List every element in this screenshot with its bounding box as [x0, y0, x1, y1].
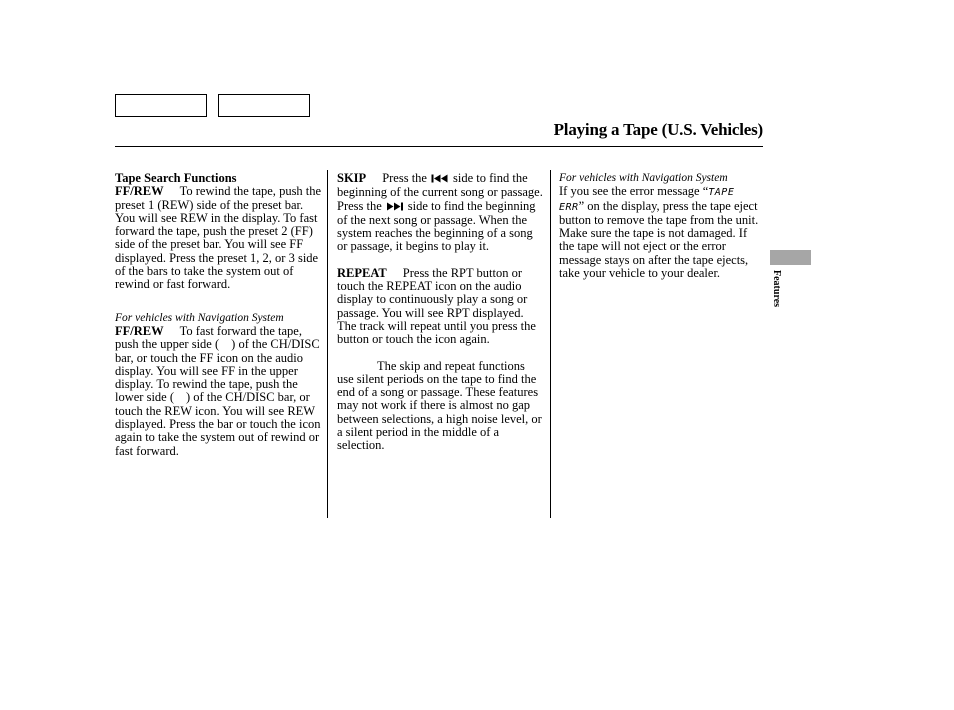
section-tab-label: Features — [771, 270, 782, 308]
skip-text-a: Press the — [382, 171, 427, 185]
column-divider-1 — [327, 170, 328, 518]
nav-ffrew-line1: To fast forward the — [179, 323, 275, 338]
repeat-line1: Press the RPT button — [402, 265, 509, 280]
page-title: Playing a Tape (U.S. Vehicles) — [553, 120, 763, 139]
ffrew-paragraph — [115, 185, 322, 291]
error-open-quote: “ — [702, 184, 709, 199]
nav-note-col3: For vehicles with Navigation System — [559, 172, 728, 184]
skip-back-icon — [431, 173, 449, 186]
section-tab[interactable] — [770, 250, 811, 265]
skip-text-c: side to find the beginning of the next song or passage. When the system reaches the beginning of a song or passage, it begins to play it. — [337, 198, 536, 254]
note-text: functions use silent periods on the tape to find the end of a song or passage. These features may not work if there is almost no gap between selections, a high noise level, or a silent period in the middle of a selection. — [337, 358, 542, 453]
column-2 — [337, 172, 543, 453]
nav-ffrew-term: FF/REW — [115, 323, 164, 338]
skip-term: SKIP — [337, 171, 367, 185]
column-3 — [559, 172, 759, 280]
ffrew-term: FF/REW — [115, 184, 164, 199]
tape-search-heading: Tape Search Functions — [115, 171, 237, 185]
column-divider-2 — [550, 170, 551, 518]
nav-ffrew-text-c: ) of the CH/DISC bar, or touch the REW icon. You will see REW displayed. Press the bar or touch the icon again to take the system out of rewind or fast forward. — [115, 390, 321, 458]
skip-text-b: side to find the beginning of the current song or passage. Press the — [337, 171, 543, 213]
nav-box-1[interactable] — [115, 94, 207, 117]
column-1 — [115, 172, 322, 458]
repeat-paragraph — [337, 267, 543, 347]
tape-err-display: TAPE ERR — [559, 187, 735, 213]
repeat-term: REPEAT — [337, 265, 387, 280]
ffrew-line1: To rewind the tape, — [179, 184, 276, 199]
error-paragraph — [559, 185, 759, 280]
nav-ffrew-text-b: ) of the CH/DISC bar, or touch the FF icon on the audio display. You will see FF in the upper display. To rewind the tape, push the lower side ( — [115, 337, 320, 405]
ffrew-text: push the preset 1 (REW) side of the preset bar. You will see REW in the display. To fast forward the tape, push the preset 2 (FF) side of the preset bar. You will see FF displayed. Press the preset 1, 2, or 3 side of the bars to take the system out of rewind or fast forward. — [115, 184, 322, 292]
note-line1: The skip and repeat — [377, 358, 476, 373]
repeat-text: or touch the REPEAT icon on the audio display to continuously play a song or passage. You will see RPT displayed. The track will repeat until you press the button or touch the icon again. — [337, 265, 536, 347]
skip-paragraph — [337, 172, 543, 254]
skip-forward-icon — [386, 201, 404, 214]
error-line1: If you see the error message — [559, 184, 700, 199]
nav-note-col1: For vehicles with Navigation System — [115, 311, 284, 324]
error-text-b: ” on the display, press the tape eject button to remove the tape from the unit. Make sure the tape is not damaged. If the tape will not eject or the error message stays on after the tape ejects, take your vehicle to your dealer. — [559, 198, 759, 281]
skip-repeat-note — [337, 360, 543, 453]
nav-ffrew-text-a: tape, push the upper side ( — [115, 323, 302, 352]
title-rule — [115, 146, 763, 147]
nav-box-2[interactable] — [218, 94, 310, 117]
nav-ffrew-paragraph — [115, 325, 322, 458]
